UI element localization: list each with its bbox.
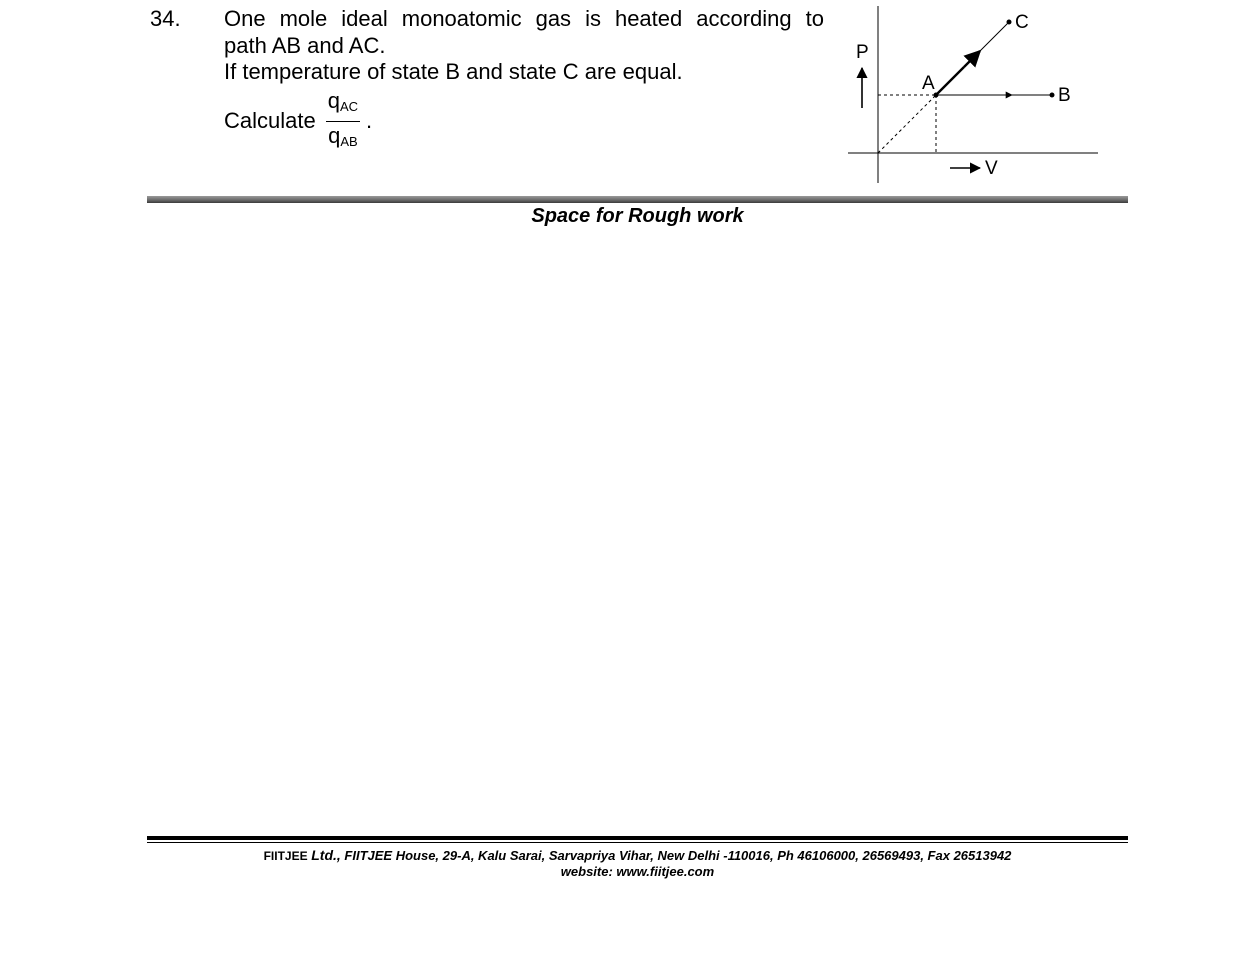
footer-website: website: www.fiitjee.com <box>560 864 715 879</box>
footer-separator-thin <box>147 842 1128 843</box>
label-p: P <box>856 42 869 63</box>
top-separator <box>147 196 1128 203</box>
heat-ratio-fraction <box>326 87 360 153</box>
question-number: 34. <box>150 6 181 31</box>
point-b <box>1050 93 1055 98</box>
label-c: C <box>1015 12 1029 33</box>
path-ac-arrow <box>964 51 980 67</box>
point-c <box>1007 20 1012 25</box>
fraction-numerator <box>326 87 360 122</box>
question-text <box>224 6 824 153</box>
footer-brand-logo: FIITJEE <box>263 849 308 863</box>
numerator-subscript: AC <box>339 98 359 114</box>
label-a: A <box>922 73 935 94</box>
path-ac-thick <box>936 67 964 95</box>
label-b: B <box>1058 85 1071 106</box>
footer-address-line <box>147 847 1128 864</box>
numerator-symbol: q <box>327 87 340 113</box>
question-line-3: If temperature of state B and state C are equal. <box>224 59 683 84</box>
fraction-denominator <box>326 122 360 153</box>
footer <box>147 847 1128 880</box>
pv-diagram <box>840 0 1110 190</box>
denominator-symbol: q <box>328 122 341 148</box>
calculate-period: . <box>366 107 373 133</box>
footer-address: FIITJEE House, 29-A, Kalu Sarai, Sarvapriya Vihar, New Delhi -110016, Ph 46106000, 26569493, Fax 26513942 <box>344 848 1012 863</box>
question-line-1: One mole ideal monoatomic gas is heated according to <box>224 6 824 31</box>
calculate-label: Calculate <box>224 107 316 133</box>
label-v: V <box>985 158 998 179</box>
dashed-line-origin-to-a <box>878 95 936 153</box>
rough-work-title: Space for Rough work <box>531 205 744 227</box>
question-line-2: path AB and AC. <box>224 32 386 58</box>
denominator-subscript: AB <box>340 133 358 149</box>
footer-separator-thick <box>147 836 1128 840</box>
footer-ltd: Ltd., <box>311 847 341 863</box>
calculate-row <box>224 87 824 153</box>
